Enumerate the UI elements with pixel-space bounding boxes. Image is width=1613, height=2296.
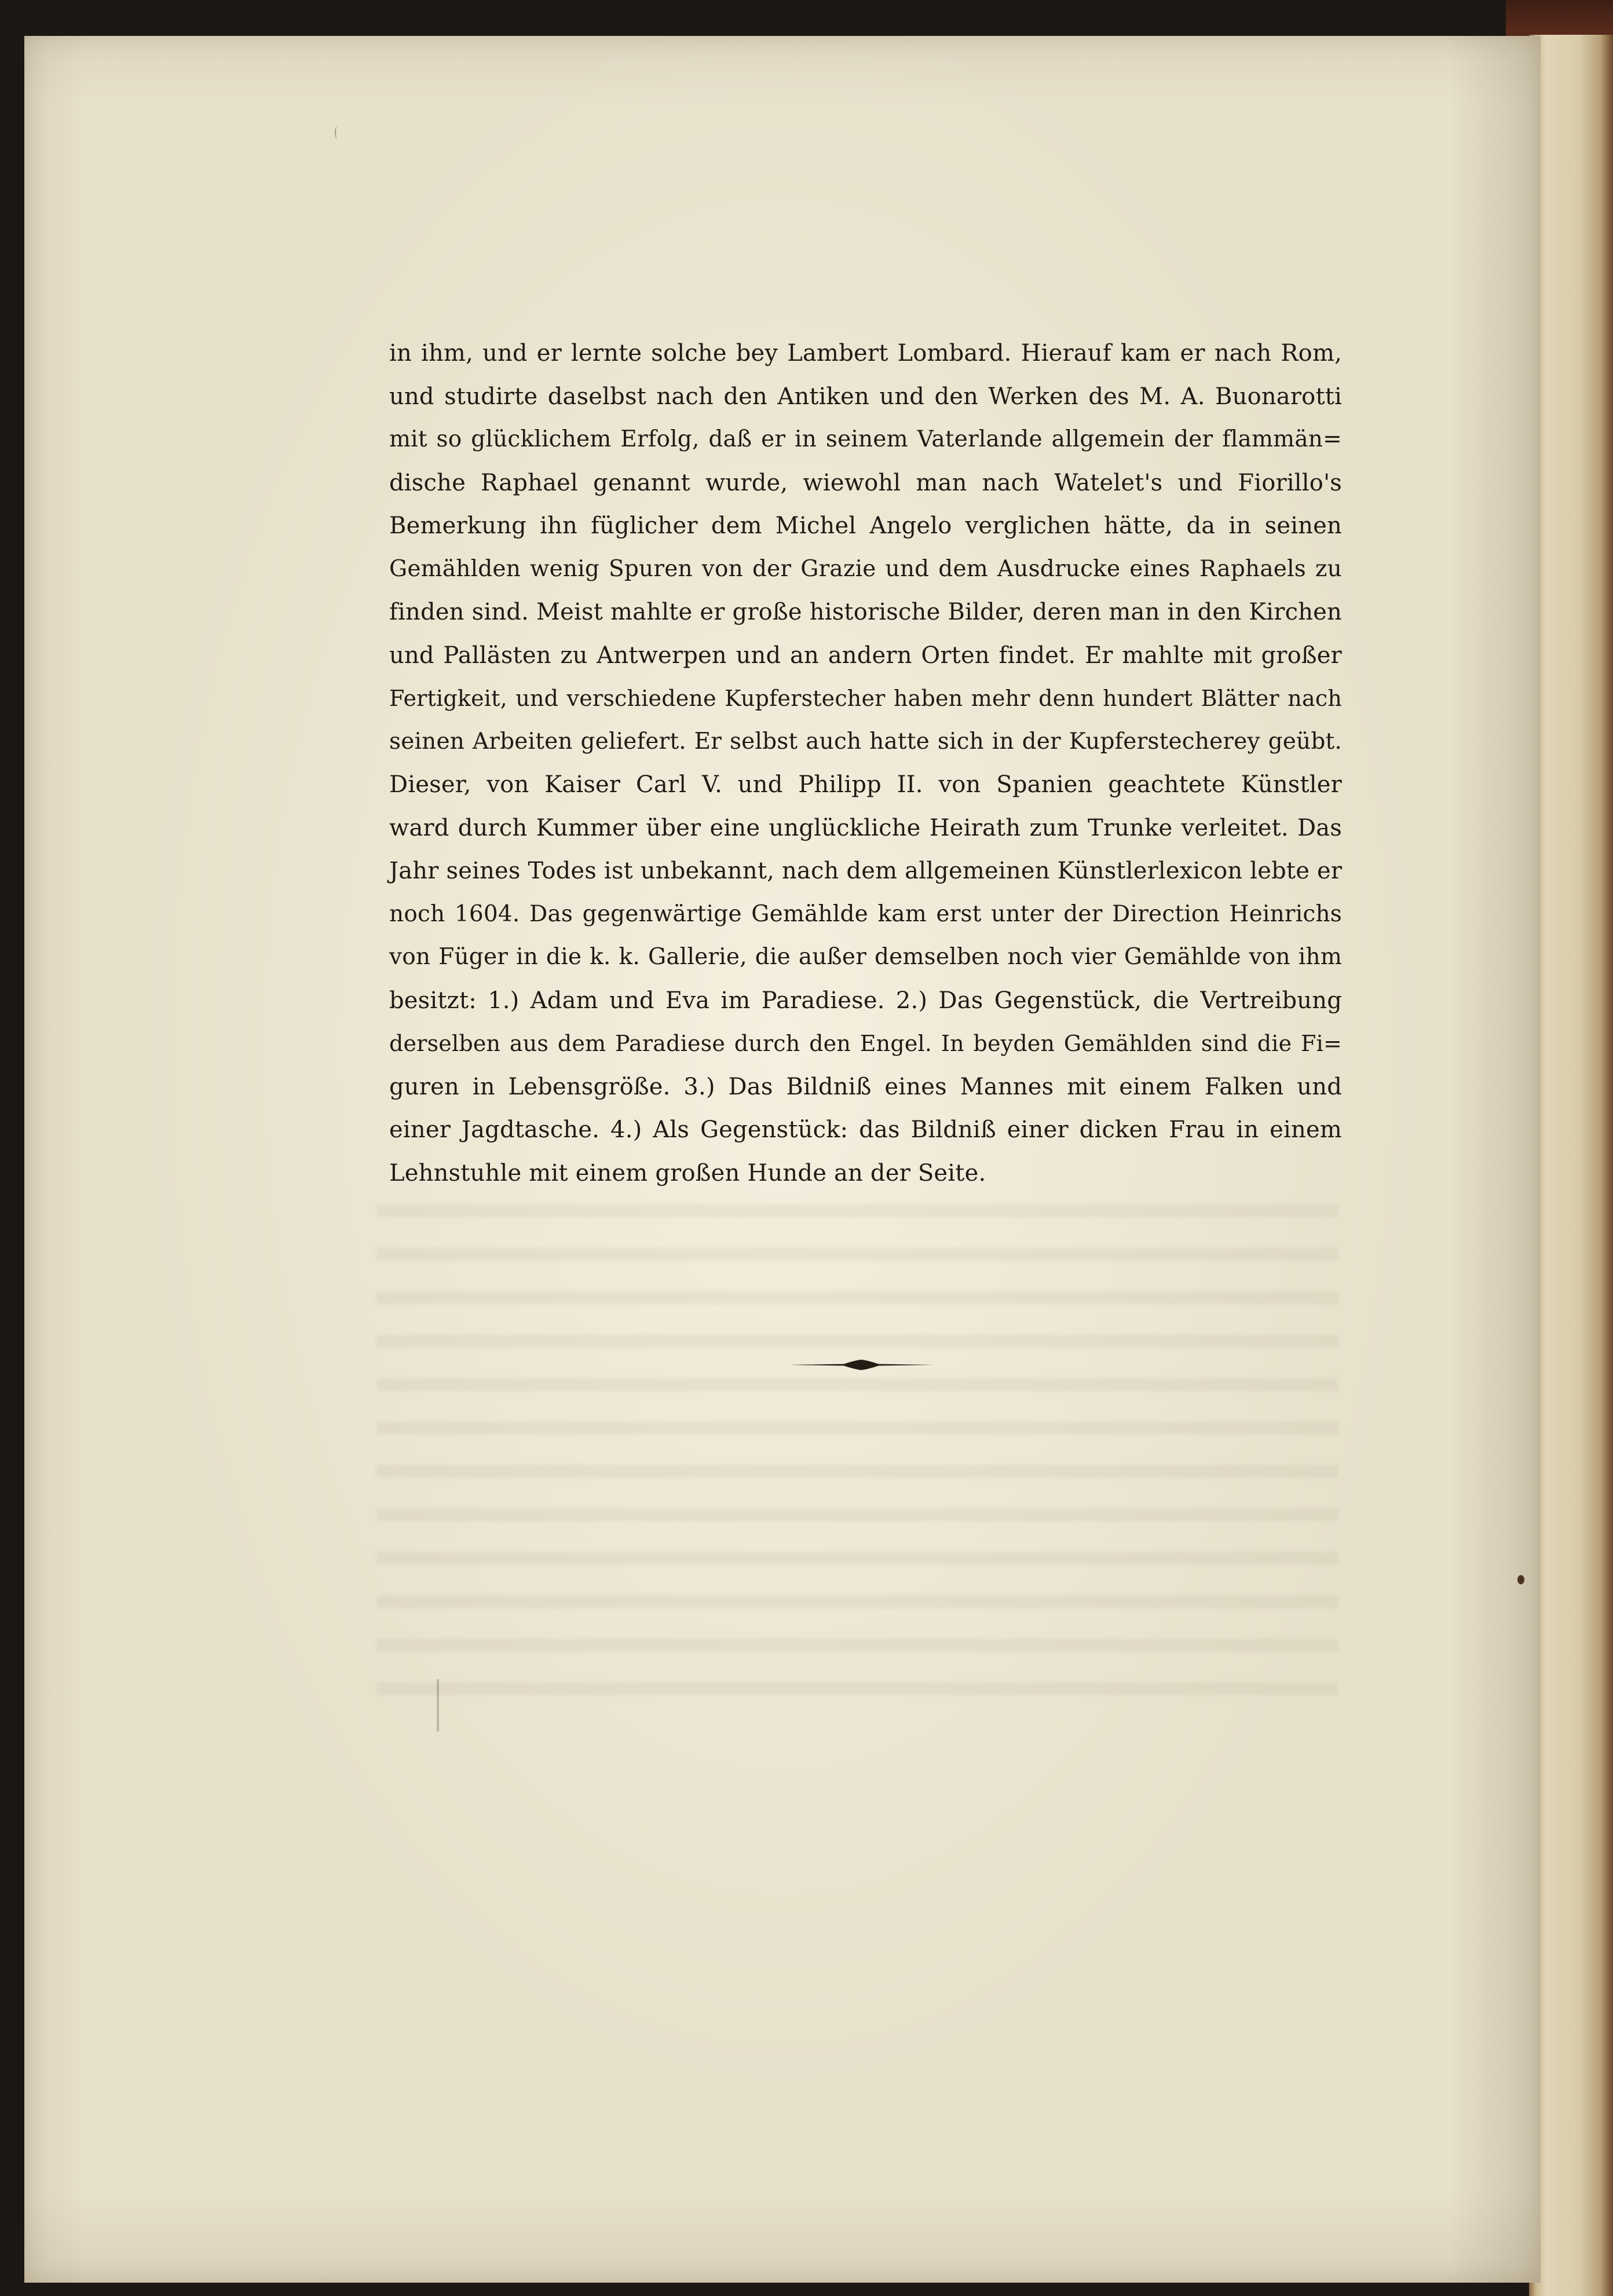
text-line: guren in Lebensgröße. 3.) Das Bildniß eines Mannes mit einem Falken und: [389, 1073, 1342, 1100]
text-line-last: Lehnstuhle mit einem großen Hunde an der Seite.: [389, 1159, 986, 1187]
text-line: noch 1604. Das gegenwärtige Gemählde kam erst unter der Direction Heinrichs: [389, 900, 1342, 927]
text-line: derselben aus dem Paradiese durch den Engel. In beyden Gemählden sind die Fi=: [389, 1031, 1342, 1056]
text-line: Gemählden wenig Spuren von der Grazie und dem Ausdrucke eines Raphaels zu: [389, 555, 1342, 582]
show-through-text: [376, 1204, 1338, 1726]
text-line: Jahr seines Todes ist unbekannt, nach dem allgemeinen Künstlerlexicon lebte er: [389, 858, 1343, 884]
paper-crease-mark: [437, 1679, 439, 1731]
text-line: und Pallästen zu Antwerpen und an andern Orten findet. Er mahlte mit großer: [389, 642, 1342, 669]
text-line: ward durch Kummer über eine unglückliche Heirath zum Trunke verleitet. Das: [389, 814, 1342, 841]
text-line: und studirte daselbst nach den Antiken und den Werken des M. A. Buonarotti: [389, 383, 1342, 410]
text-line: Dieser, von Kaiser Carl V. und Philipp II. von Spanien geachtete Künstler: [389, 771, 1342, 798]
book-spine-edge: [1529, 35, 1613, 2296]
body-text: [389, 332, 1342, 1195]
text-line: in ihm, und er lernte solche bey Lambert Lombard. Hierauf kam er nach Rom,: [389, 340, 1342, 367]
text-line: einer Jagdtasche. 4.) Als Gegenstück: das Bildniß einer dicken Frau in einem: [389, 1116, 1342, 1143]
paper-spot: [1517, 1575, 1524, 1584]
text-line: Fertigkeit, und verschiedene Kupferstecher haben mehr denn hundert Blätter nach: [389, 686, 1342, 711]
text-line: von Füger in die k. k. Gallerie, die außer demselben noch vier Gemählde von ihm: [389, 944, 1342, 970]
text-line: Bemerkung ihn füglicher dem Michel Angelo verglichen hätte, da in seinen: [389, 512, 1342, 539]
margin-mark: [335, 126, 339, 139]
text-line: finden sind. Meist mahlte er große historische Bilder, deren man in den Kirchen: [389, 599, 1342, 625]
text-line: dische Raphael genannt wurde, wiewohl man nach Watelet's und Fiorillo's: [389, 469, 1342, 496]
text-line: seinen Arbeiten geliefert. Er selbst auch hatte sich in der Kupferstecherey geübt.: [389, 728, 1342, 755]
text-line: besitzt: 1.) Adam und Eva im Paradiese. 2.) Das Gegenstück, die Vertreibung: [389, 987, 1342, 1014]
tailpiece-ornament: [789, 1358, 934, 1372]
text-line: mit so glücklichem Erfolg, daß er in seinem Vaterlande allgemein der flammän=: [389, 426, 1342, 452]
